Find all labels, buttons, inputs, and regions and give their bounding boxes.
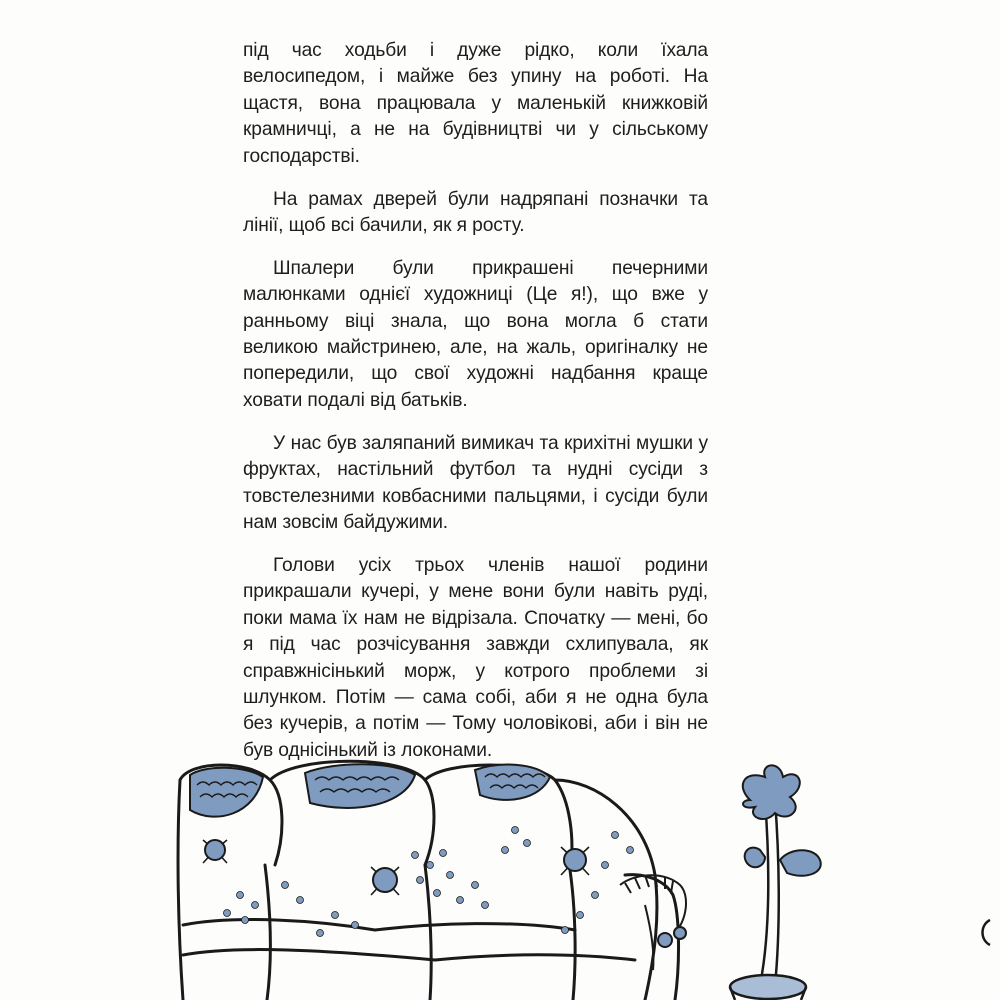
sofa-illustration xyxy=(175,755,1000,1000)
paragraph-2: На рамах дверей були надряпані позначки та лінії, щоб всі бачили, як я росту. xyxy=(243,188,708,236)
paragraph-3: Шпалери були прикрашені печерними малюнками однієї художниці (Це я!), що вже у ранньому віці знала, що вона могла б стати великою майстринею, але, на жаль, оригіналку не попередили, що свої художні надбання краще ховати подалі від батьків. xyxy=(243,257,708,411)
paragraph-4: У нас був заляпаний вимикач та крихітні мушки у фруктах, настільний футбол та нудні сусіди з товстелезними ковбасними пальцями, і сусіди були нам зовсім байдужими. xyxy=(243,432,708,533)
sofa-buttons xyxy=(203,840,589,895)
paragraph-1: під час ходьби і дуже рідко, коли їхала велосипедом, і майже без упину на роботі. На щастя, вона працювала у маленькій книжковій крамничці, а не на будівництві чи у сільському господарстві. xyxy=(243,40,708,167)
cushion-scales xyxy=(190,764,550,816)
striped-creature xyxy=(620,875,686,970)
page-text xyxy=(243,38,708,781)
edge-object xyxy=(983,920,991,945)
potted-plant xyxy=(730,765,821,1000)
paragraph-5: Голови усіх трьох членів нашої родини прикрашали кучері, у мене вони були навіть руді, поки мама їх нам не відрізала. Спочатку — мені, бо я під час розчісування завжди схлипувала, як справжнісінький морж, у котрого проблеми зі шлунком. Потім — сама собі, аби я не одна була без кучерів, а потім — Тому чоловікові, аби і він не був однісінький із локонами. xyxy=(243,554,708,761)
